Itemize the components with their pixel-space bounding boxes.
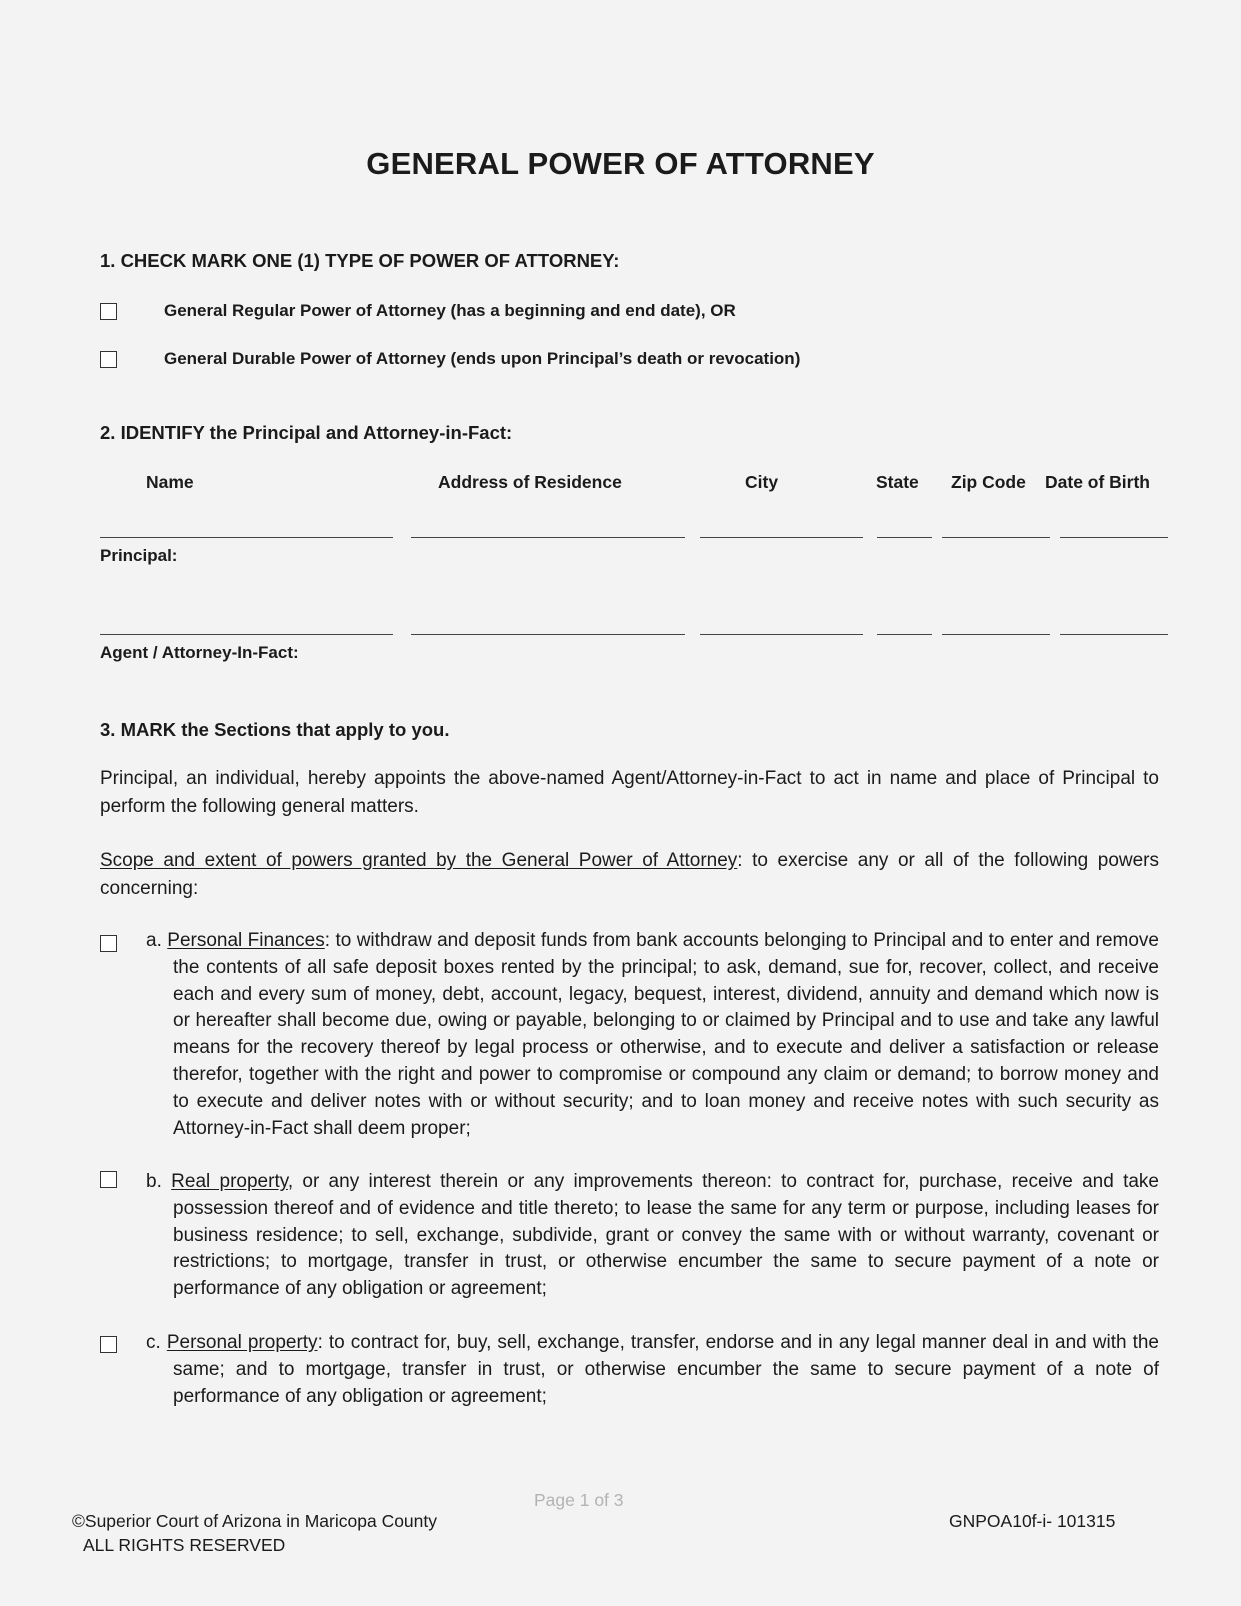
principal-zip-field[interactable] xyxy=(942,537,1050,538)
item-personal-property xyxy=(146,1330,1159,1410)
item-b-title: Real property xyxy=(171,1171,288,1192)
principal-state-field[interactable] xyxy=(877,537,932,538)
item-a-text: : to withdraw and deposit funds from bank accounts belonging to Principal and to enter and remove the contents of all safe deposit boxes rented by the principal; to ask, demand, sue for, recover, collect, and receive each and every sum of money, debt, account, legacy, bequest, interest, dividend, annuity and demand which now is or hereafter shall become due, owing or payable, belonging to or claimed by Principal and to use and take any lawful means for the recovery thereof by legal process or otherwise, and to execute and deliver a satisfaction or release therefor, together with the right and power to compromise or compound any claim or demand; to borrow money and to execute and deliver notes with or without security; and to loan money and receive notes with such security as Attorney-in-Fact shall deem proper; xyxy=(173,930,1160,1139)
principal-city-field[interactable] xyxy=(700,537,863,538)
column-dob: Date of Birth xyxy=(1045,472,1150,492)
footer-form-code: GNPOA10f-i- 101315 xyxy=(949,1511,1116,1531)
checkbox-general-durable[interactable] xyxy=(100,351,117,368)
item-c-title: Personal property xyxy=(166,1332,318,1353)
agent-name-field[interactable] xyxy=(100,634,393,635)
agent-dob-field[interactable] xyxy=(1060,634,1168,635)
principal-address-field[interactable] xyxy=(411,537,685,538)
principal-name-field[interactable] xyxy=(100,537,393,538)
agent-address-field[interactable] xyxy=(411,634,685,635)
item-a-title: Personal Finances xyxy=(167,930,325,951)
item-personal-finances xyxy=(146,928,1160,1142)
section2-heading: 2. IDENTIFY the Principal and Attorney-in-Fact: xyxy=(100,422,513,443)
item-a-letter: a. xyxy=(146,930,162,951)
column-address: Address of Residence xyxy=(438,472,622,492)
footer-copyright: ©Superior Court of Arizona in Maricopa County xyxy=(72,1511,438,1531)
principal-label: Principal: xyxy=(100,546,178,565)
column-name: Name xyxy=(146,472,194,492)
section3-heading: 3. MARK the Sections that apply to you. xyxy=(100,719,450,740)
agent-state-field[interactable] xyxy=(877,634,932,635)
checkbox-personal-finances[interactable] xyxy=(100,935,117,952)
footer-rights: ALL RIGHTS RESERVED xyxy=(83,1535,286,1555)
item-b-text: , or any interest therein or any improvements thereon: to contract for, purchase, receive and take possession thereof and of evidence and title thereto; to lease the same for any term or purpose, including leases for business residence; to sell, exchange, subdivide, grant or convey the same with or without warranty, covenant or restrictions; to mortgage, transfer in trust, or otherwise encumber the same to secure payment of a note or performance of any obligation or agreement; xyxy=(173,1171,1159,1300)
item-c-text: : to contract for, buy, sell, exchange, transfer, endorse and in any legal manner deal in and with the same; and to mortgage, transfer in trust, or otherwise encumber the same to secure payment of a note of performance of any obligation or agreement; xyxy=(173,1332,1159,1407)
column-city: City xyxy=(745,472,779,492)
appointment-paragraph: Principal, an individual, hereby appoints the above-named Agent/Attorney-in-Fact to act in name and place of Principal to perform the following general matters. xyxy=(100,768,1159,817)
column-state: State xyxy=(876,472,919,492)
checkbox-real-property[interactable] xyxy=(100,1171,117,1188)
agent-city-field[interactable] xyxy=(700,634,863,635)
item-c-letter: c. xyxy=(146,1332,161,1353)
section1-heading: 1. CHECK MARK ONE (1) TYPE OF POWER OF ATTORNEY: xyxy=(100,250,620,271)
agent-zip-field[interactable] xyxy=(942,634,1050,635)
column-zip: Zip Code xyxy=(951,472,1026,492)
agent-label: Agent / Attorney-In-Fact: xyxy=(100,643,299,662)
item-real-property xyxy=(146,1169,1159,1303)
scope-paragraph xyxy=(100,847,1159,902)
option-general-regular-label: General Regular Power of Attorney (has a beginning and end date), OR xyxy=(164,301,736,320)
item-b-letter: b. xyxy=(146,1171,162,1192)
checkbox-personal-property[interactable] xyxy=(100,1336,117,1353)
scope-title: Scope and extent of powers granted by the General Power of Attorney xyxy=(100,850,738,871)
principal-dob-field[interactable] xyxy=(1060,537,1168,538)
page-number: Page 1 of 3 xyxy=(534,1490,624,1510)
scope-text: : to exercise any or all of the following powers concerning: xyxy=(100,850,1160,899)
option-general-durable-label: General Durable Power of Attorney (ends upon Principal’s death or revocation) xyxy=(164,349,801,368)
document-title: GENERAL POWER OF ATTORNEY xyxy=(366,146,875,181)
checkbox-general-regular[interactable] xyxy=(100,303,117,320)
